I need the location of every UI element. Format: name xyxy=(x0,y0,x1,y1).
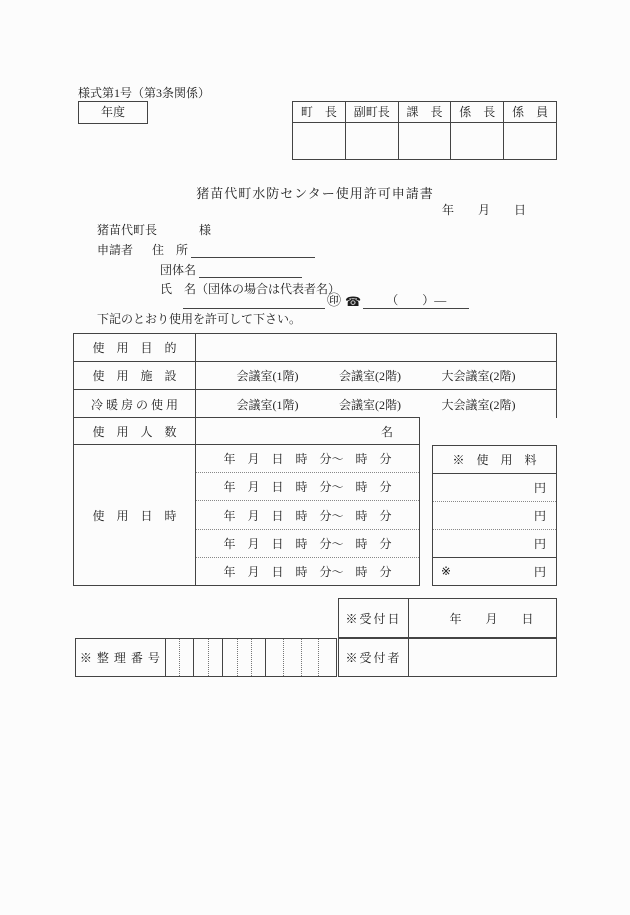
usage-datetime-rows xyxy=(196,445,419,585)
usage-fee-header: ※ 使 用 料 xyxy=(433,446,556,474)
approval-column-staff xyxy=(503,102,556,159)
hvac-label: 冷 暖 房 の 使 用 xyxy=(74,390,196,418)
approval-header-unit-chief: 係 長 xyxy=(451,102,503,123)
name-label: 氏 名（団体の場合は代表者名） xyxy=(160,282,341,296)
facility-option-large: 大会議室(2階) xyxy=(441,369,516,383)
hvac-option-2f: 会議室(2階) xyxy=(339,397,401,412)
approval-header-section-chief: 課 長 xyxy=(399,102,451,123)
organization-fill-line xyxy=(199,264,302,278)
datetime-row-2: 年 月 日 時 分～ 時 分 xyxy=(196,472,419,500)
hvac-option-large: 大会議室(2階) xyxy=(441,397,516,412)
serial-digit xyxy=(194,639,208,676)
serial-number-box xyxy=(75,638,337,677)
datetime-row-1: 年 月 日 時 分～ 時 分 xyxy=(223,452,392,467)
address-fill-line xyxy=(191,244,315,258)
application-date-line: 年 月 日 xyxy=(442,203,527,217)
addressee-line xyxy=(97,221,211,238)
serial-digit xyxy=(179,639,193,676)
fee-unit: 円 xyxy=(533,537,546,551)
facility-label: 使 用 施 設 xyxy=(74,362,196,389)
addressee-honorific: 様 xyxy=(199,223,212,237)
serial-digit xyxy=(166,639,179,676)
approval-stamp-cell xyxy=(399,123,451,159)
reception-date-label: ※受付日 xyxy=(339,599,409,637)
purpose-label: 使 用 目 的 xyxy=(74,334,196,361)
approval-header-staff: 係 員 xyxy=(504,102,556,123)
approval-column-unit-chief xyxy=(450,102,503,159)
purpose-value-cell xyxy=(196,334,556,361)
serial-digit-cell-2 xyxy=(194,639,224,676)
reception-staff-value-cell xyxy=(409,639,556,676)
serial-digit xyxy=(318,639,336,676)
approval-column-deputy-mayor xyxy=(345,102,398,159)
usage-datetime-label: 使 用 日 時 xyxy=(74,445,196,585)
fiscal-year-label: 年度 xyxy=(100,105,125,119)
organization-row xyxy=(160,261,302,279)
reception-date-box xyxy=(338,598,557,638)
fee-row-3 xyxy=(433,529,556,557)
serial-digit-cell-4 xyxy=(266,639,336,676)
serial-digit xyxy=(208,639,223,676)
usage-datetime-block xyxy=(73,445,420,586)
hvac-option-1f: 会議室(1階) xyxy=(236,397,299,412)
facility-option-2f: 会議室(2階) xyxy=(339,369,401,383)
fee-row-2 xyxy=(433,501,556,529)
people-unit: 名 xyxy=(380,424,393,439)
serial-digit xyxy=(266,639,283,676)
serial-digit-cell-1 xyxy=(166,639,194,676)
usage-table-top xyxy=(73,333,557,418)
approval-stamp-table xyxy=(292,101,557,160)
fee-unit: 円 xyxy=(533,509,546,523)
reception-date-value: 年 月 日 xyxy=(449,611,534,626)
addressee-name: 猪苗代町長 xyxy=(97,223,158,237)
approval-column-mayor xyxy=(293,102,345,159)
facility-row xyxy=(74,362,556,390)
approval-stamp-cell xyxy=(293,123,345,159)
approval-stamp-cell xyxy=(504,123,556,159)
serial-digit xyxy=(251,639,265,676)
page-title: 猪苗代町水防センター使用許可申請書 xyxy=(196,186,434,201)
serial-digit xyxy=(223,639,236,676)
facility-options-cell xyxy=(196,362,556,389)
seal-phone-row xyxy=(183,292,469,309)
reception-staff-box xyxy=(338,638,557,677)
serial-digit xyxy=(301,639,319,676)
facility-option-1f: 会議室(1階) xyxy=(236,369,299,383)
name-fill-line xyxy=(183,295,325,309)
serial-number-label: ※ 整 理 番 号 xyxy=(76,639,166,676)
approval-stamp-cell xyxy=(346,123,398,159)
phone-fill-line: （ ）— xyxy=(363,293,469,309)
purpose-row xyxy=(74,334,556,362)
reception-staff-label: ※受付者 xyxy=(339,639,409,676)
fee-row-1 xyxy=(433,474,556,501)
fee-unit: 円 xyxy=(533,565,546,579)
address-label: 住 所 xyxy=(152,243,189,257)
datetime-row-3: 年 月 日 時 分～ 時 分 xyxy=(196,500,419,528)
approval-header-mayor: 町 長 xyxy=(293,102,345,123)
hvac-row xyxy=(74,390,556,418)
applicant-label: 申請者 xyxy=(97,243,134,257)
approval-stamp-cell xyxy=(451,123,503,159)
serial-digit-cell-3 xyxy=(223,639,266,676)
approval-column-section-chief xyxy=(398,102,451,159)
serial-digit xyxy=(237,639,251,676)
fee-unit: 円 xyxy=(533,481,546,495)
fee-total-row xyxy=(433,557,556,585)
datetime-row-4: 年 月 日 時 分～ 時 分 xyxy=(196,529,419,557)
form-style-note: 様式第1号（第3条関係） xyxy=(78,86,211,100)
people-count-label: 使 用 人 数 xyxy=(74,418,196,444)
instruction-line: 下記のとおり使用を許可して下さい。 xyxy=(97,312,302,326)
organization-label: 団体名 xyxy=(160,263,197,277)
approval-header-deputy-mayor: 副町長 xyxy=(346,102,398,123)
people-count-value-cell xyxy=(196,418,419,444)
people-count-row xyxy=(73,417,420,445)
fiscal-year-box xyxy=(78,101,148,124)
serial-digit xyxy=(283,639,301,676)
fee-total-prefix: ※ xyxy=(441,564,452,578)
hvac-options-cell xyxy=(196,390,556,418)
datetime-row-5: 年 月 日 時 分～ 時 分 xyxy=(196,557,419,585)
applicant-address-row xyxy=(97,241,315,259)
seal-icon: ㊞ xyxy=(327,294,341,309)
phone-icon: ☎ xyxy=(345,294,362,309)
usage-fee-box xyxy=(432,445,557,586)
